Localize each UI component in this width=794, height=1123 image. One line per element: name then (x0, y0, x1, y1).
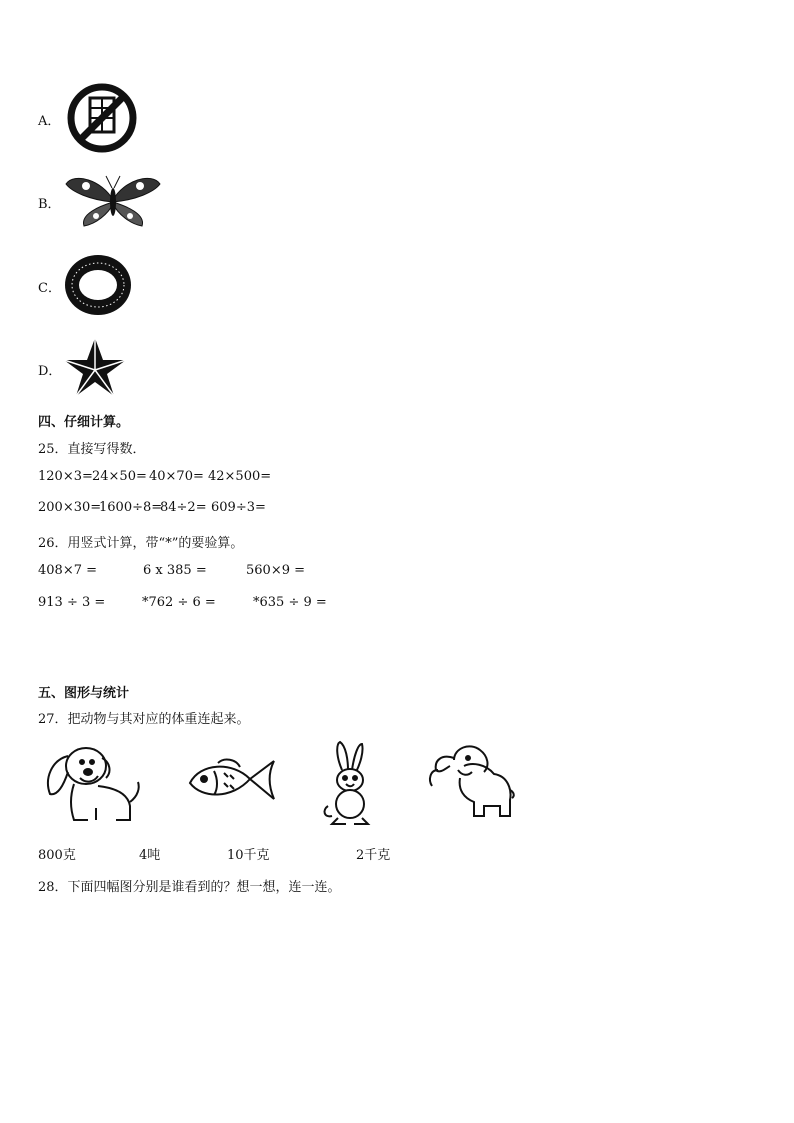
q25-item: 24×50= (92, 469, 147, 484)
star-icon (62, 334, 128, 400)
elephant-icon (424, 740, 516, 822)
q25-item: 200×30= (38, 500, 102, 515)
q25-item: 1600÷8= (99, 500, 163, 515)
weight-option: 10千克 (227, 848, 270, 863)
butterfly-icon (62, 170, 164, 232)
question-28-title: 28．下面四幅图分别是谁看到的？想一想，连一连。 (38, 880, 341, 895)
no-writing-sign-icon (62, 80, 142, 155)
q26-item: *635 ÷ 9 = (253, 595, 327, 610)
option-b-label: B． (38, 197, 61, 212)
section-4-title: 四、仔细计算。 (38, 415, 130, 430)
question-27-title: 27．把动物与其对应的体重连起来。 (38, 712, 250, 727)
section-5-title: 五、图形与统计 (38, 686, 130, 701)
q26-item: 560×9 = (246, 563, 306, 578)
weight-option: 800克 (38, 848, 76, 863)
q25-item: 40×70= (149, 469, 204, 484)
q25-item: 609÷3= (211, 500, 266, 515)
dog-icon (40, 738, 144, 826)
q26-item: *762 ÷ 6 = (142, 595, 216, 610)
question-25-title: 25．直接写得数． (38, 442, 146, 457)
q26-item: 6 x 385 = (143, 563, 207, 578)
option-a-label: A． (38, 114, 61, 129)
q26-item: 408×7 = (38, 563, 98, 578)
q25-item: 42×500= (208, 469, 272, 484)
question-26-title: 26．用竖式计算，带“*”的要验算。 (38, 536, 244, 551)
option-c-label: C． (38, 281, 61, 296)
q25-item: 84÷2= (160, 500, 207, 515)
option-d-label: D． (38, 364, 62, 379)
weight-option: 4吨 (139, 848, 161, 863)
fish-icon (184, 755, 278, 807)
weight-option: 2千克 (356, 848, 391, 863)
gear-ring-icon (62, 252, 134, 318)
q25-item: 120×3= (38, 469, 93, 484)
rabbit-icon (318, 740, 380, 826)
q26-item: 913 ÷ 3 = (38, 595, 106, 610)
